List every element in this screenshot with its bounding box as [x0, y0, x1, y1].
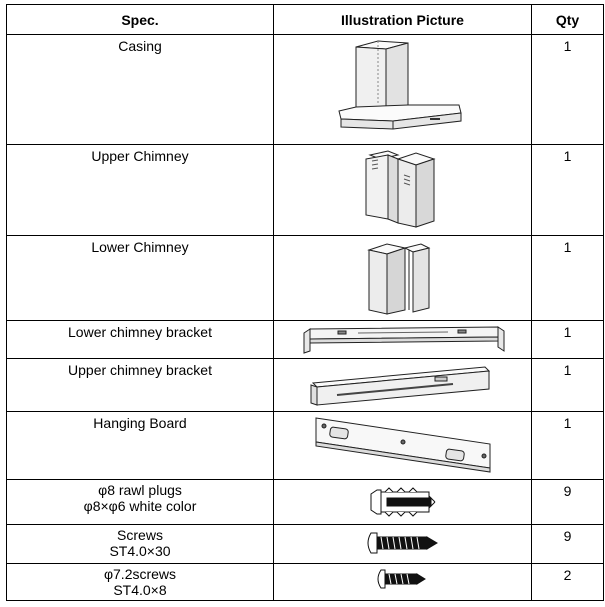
- lower-chimney-bracket-icon: [298, 321, 508, 355]
- short-screw-icon: [373, 564, 433, 594]
- spec-label: Lower Chimney: [91, 239, 189, 255]
- table-row: [7, 564, 604, 601]
- qty-value: 1: [563, 239, 572, 255]
- spec-sublabel: φ8×φ6 white color: [83, 498, 197, 514]
- qty-cell: [532, 480, 604, 525]
- illustration-cell: [274, 359, 532, 412]
- table-row: [7, 412, 604, 480]
- qty-value: 2: [563, 567, 572, 583]
- upper-chimney-icon: [358, 145, 448, 233]
- illustration-cell: [274, 525, 532, 564]
- illustration-cell: [274, 145, 532, 236]
- illustration-cell: [274, 412, 532, 480]
- hanging-board-icon: [308, 412, 498, 478]
- spec-label: Upper Chimney: [91, 148, 189, 164]
- spec-cell: [7, 236, 274, 321]
- qty-cell: [532, 236, 604, 321]
- parts-list-table: [6, 4, 604, 601]
- spec-label: Screws: [117, 527, 163, 543]
- table-row: [7, 236, 604, 321]
- spec-label: φ8 rawl plugs: [98, 482, 182, 498]
- spec-cell: [7, 525, 274, 564]
- qty-cell: [532, 35, 604, 145]
- qty-value: 9: [563, 483, 572, 499]
- illustration-cell: [274, 564, 532, 601]
- spec-cell: [7, 564, 274, 601]
- spec-cell: [7, 35, 274, 145]
- table-row: [7, 145, 604, 236]
- range-hood-casing-icon: [333, 35, 473, 135]
- table-row: [7, 321, 604, 359]
- illustration-cell: [274, 35, 532, 145]
- spec-label: Casing: [118, 38, 162, 54]
- spec-cell: [7, 412, 274, 480]
- spec-label: φ7.2screws: [103, 566, 177, 582]
- qty-cell: [532, 359, 604, 412]
- qty-value: 1: [563, 362, 572, 378]
- table-row: [7, 525, 604, 564]
- lower-chimney-icon: [363, 236, 443, 318]
- qty-cell: [532, 525, 604, 564]
- illustration-cell: [274, 480, 532, 525]
- qty-value: 1: [563, 415, 572, 431]
- spec-cell: [7, 145, 274, 236]
- illustration-cell: [274, 236, 532, 321]
- table-row: [7, 359, 604, 412]
- spec-sublabel: ST4.0×8: [113, 582, 167, 598]
- rawl-plug-icon: [363, 480, 443, 522]
- spec-label: Hanging Board: [93, 415, 187, 431]
- spec-cell: [7, 480, 274, 525]
- spec-label: Lower chimney bracket: [68, 324, 212, 340]
- spec-cell: [7, 359, 274, 412]
- table-row: [7, 35, 604, 145]
- qty-value: 9: [563, 528, 572, 544]
- illustration-cell: [274, 321, 532, 359]
- long-screw-icon: [363, 525, 443, 561]
- upper-chimney-bracket-icon: [303, 359, 503, 409]
- header-qty: Qty: [532, 5, 604, 35]
- table-header-row: [7, 5, 604, 35]
- spec-cell: [7, 321, 274, 359]
- spec-label: Upper chimney bracket: [68, 362, 212, 378]
- qty-value: 1: [563, 38, 572, 54]
- qty-cell: [532, 564, 604, 601]
- spec-sublabel: ST4.0×30: [109, 543, 171, 559]
- header-spec: Spec.: [7, 5, 274, 35]
- qty-value: 1: [563, 324, 572, 340]
- qty-value: 1: [563, 148, 572, 164]
- qty-cell: [532, 321, 604, 359]
- header-illustration: Illustration Picture: [274, 5, 532, 35]
- table-row: [7, 480, 604, 525]
- qty-cell: [532, 412, 604, 480]
- qty-cell: [532, 145, 604, 236]
